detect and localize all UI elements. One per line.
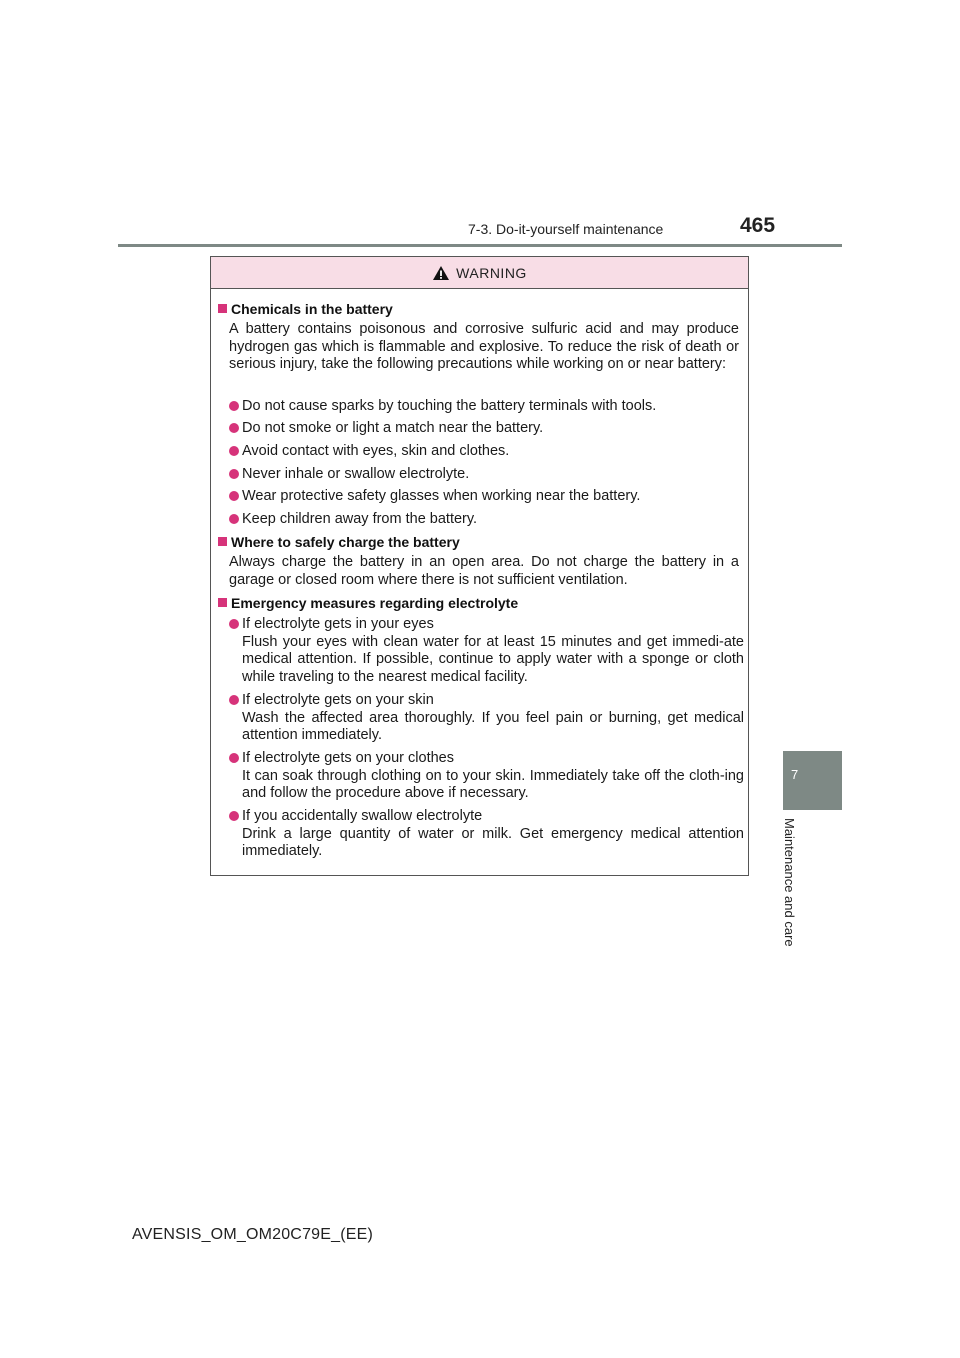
chapter-label-text: Maintenance and care: [782, 818, 797, 947]
list-item-text: Never inhale or swallow electrolyte.: [242, 466, 470, 482]
bullet-dot-icon: [229, 469, 239, 479]
list-item-text: Wear protective safety glasses when working near the battery.: [242, 488, 641, 504]
list-item-text: Avoid contact with eyes, skin and clothes.: [242, 443, 510, 459]
list-item: [229, 808, 744, 861]
chapter-number: 7: [791, 767, 799, 782]
section-square-icon: [218, 304, 227, 313]
bullet-dot-icon: [229, 446, 239, 456]
list-item: [229, 443, 744, 461]
list-item: [229, 692, 744, 745]
section-square-icon: [218, 537, 227, 546]
list-item-heading: If you accidentally swallow electrolyte: [242, 808, 483, 824]
list-item: [229, 511, 744, 529]
list-item-text: Wash the affected area thoroughly. If you feel pain or burning, get medical attention immediately.: [242, 709, 744, 743]
warning-header: [211, 257, 748, 289]
chapter-label: [782, 818, 804, 968]
list-item: [229, 616, 744, 686]
list-item-heading: If electrolyte gets on your clothes: [242, 750, 454, 766]
list-item-text: Keep children away from the battery.: [242, 511, 478, 527]
section-heading-text: Emergency measures regarding electrolyte: [231, 595, 519, 611]
page-number: 465: [740, 214, 776, 237]
bullet-dot-icon: [229, 401, 239, 411]
list-item: [229, 398, 744, 416]
section-title: 7-3. Do-it-yourself maintenance: [468, 221, 664, 237]
section-heading: [218, 301, 393, 317]
bullet-dot-icon: [229, 753, 239, 763]
section-paragraph: A battery contains poisonous and corrosive sulfuric acid and may produce hydrogen gas which is flammable and explosive. To reduce the risk of death or serious injury, take the following precautions while working on or near battery:: [229, 321, 739, 372]
bullet-dot-icon: [229, 811, 239, 821]
section-heading: [218, 595, 518, 611]
warning-title: WARNING: [456, 264, 527, 281]
bullet-dot-icon: [229, 514, 239, 524]
list-item-text: Drink a large quantity of water or milk. Get emergency medical attention immediately.: [242, 825, 744, 859]
bullet-dot-icon: [229, 619, 239, 629]
header-rule: [118, 244, 842, 247]
list-item: [229, 466, 744, 484]
chapter-tab: [783, 751, 842, 810]
bullet-dot-icon: [229, 423, 239, 433]
list-item-text: It can soak through clothing on to your skin. Immediately take off the cloth-ing and follow the procedure above if necessary.: [242, 767, 744, 801]
list-item-text: Do not smoke or light a match near the battery.: [242, 420, 544, 436]
section-paragraph: Always charge the battery in an open area. Do not charge the battery in a garage or closed room where there is not sufficient ventilation.: [229, 554, 739, 588]
warning-box: [210, 256, 749, 876]
list-item: [229, 420, 744, 438]
document-code: AVENSIS_OM_OM20C79E_(EE): [132, 1226, 374, 1243]
section-square-icon: [218, 598, 227, 607]
list-item-text: Flush your eyes with clean water for at least 15 minutes and get immedi-ate medical attention. If possible, continue to apply water with a sponge or cloth while traveling to the nearest medical facility.: [242, 633, 744, 685]
section-heading-text: Chemicals in the battery: [231, 301, 393, 317]
bullet-dot-icon: [229, 491, 239, 501]
list-item: [229, 488, 744, 506]
warning-triangle-icon: [432, 265, 450, 281]
list-item: [229, 750, 744, 803]
list-item-text: Do not cause sparks by touching the battery terminals with tools.: [242, 398, 657, 414]
section-heading-text: Where to safely charge the battery: [231, 534, 460, 550]
bullet-dot-icon: [229, 695, 239, 705]
list-item-heading: If electrolyte gets in your eyes: [242, 616, 434, 632]
list-item-heading: If electrolyte gets on your skin: [242, 692, 434, 708]
section-heading: [218, 534, 460, 550]
